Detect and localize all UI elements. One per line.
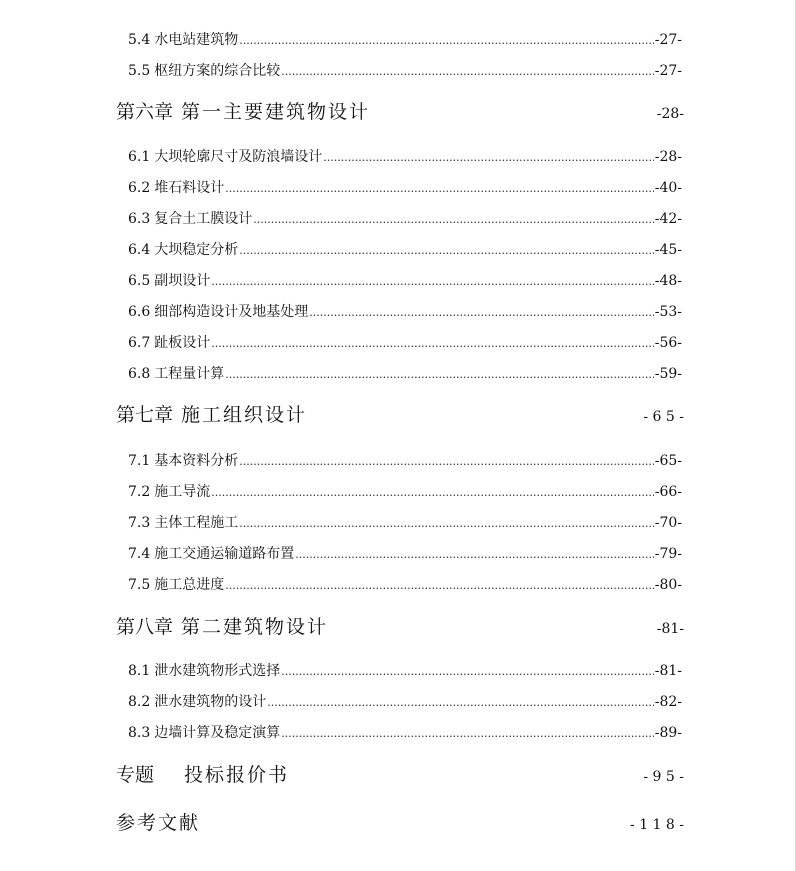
toc-entry-7-2[interactable] [128,482,682,502]
section-title: 趾板设计 [154,335,211,351]
section-number: 6.1 [128,149,151,165]
section-number: 8.3 [128,725,151,741]
section-title: 枢纽方案的综合比较 [154,63,281,79]
dot-leader [253,210,653,230]
toc-entry-6-3[interactable] [128,209,682,229]
chapter-title: 第二建筑物设计 [181,616,329,638]
dot-leader [225,365,653,385]
page-number: -56- [654,335,682,351]
page-number: -65- [654,453,682,469]
page-number: -42- [654,211,682,227]
section-number: 6.6 [128,304,151,320]
section-title: 泄水建筑物的设计 [154,694,267,710]
dot-leader [323,148,653,168]
section-title: 泄水建筑物形式选择 [154,663,281,679]
page-number: - 6 5 - [643,409,684,425]
chapter-label: 第六章 [116,101,174,123]
section-number: 6.5 [128,273,151,289]
page-number: -89- [654,725,682,741]
section-title: 工程量计算 [154,366,225,382]
dot-leader [309,303,653,323]
section-title: 大坝轮廓尺寸及防浪墙设计 [154,149,323,165]
chapter-label: 第八章 [116,616,174,638]
section-number: 6.7 [128,335,151,351]
chapter-label: 第七章 [116,404,174,426]
dot-leader [281,724,653,744]
section-number: 7.3 [128,515,151,531]
toc-entry-7-5[interactable] [128,575,682,595]
section-title: 施工总进度 [154,577,225,593]
page-number: -81- [656,621,684,637]
page-number: -28- [656,106,684,122]
section-number: 6.3 [128,211,151,227]
section-number: 5.5 [128,63,151,79]
section-title: 副坝设计 [154,273,211,289]
section-number: 7.5 [128,577,151,593]
toc-entry-6-4[interactable] [128,240,682,260]
section-title: 边墙计算及稳定演算 [154,725,281,741]
page-number: -45- [654,242,682,258]
dot-leader [239,514,653,534]
page-number: -27- [654,32,682,48]
page-number: -59- [654,366,682,382]
page-number: -80- [654,577,682,593]
toc-chapter-7[interactable] [116,402,684,428]
section-number: 5.4 [128,32,151,48]
section-title: 复合土工膜设计 [154,211,253,227]
page-number: - 1 1 8 - [630,817,684,833]
chapter-title: 施工组织设计 [181,404,308,426]
toc-entry-7-3[interactable] [128,513,682,533]
toc-entry-5-4[interactable] [128,30,682,50]
section-number: 7.2 [128,484,151,500]
references-title: 参考文献 [116,812,201,834]
section-number: 6.2 [128,180,151,196]
dot-leader [281,662,653,682]
section-number: 8.2 [128,694,151,710]
page-number: -40- [654,180,682,196]
section-title: 水电站建筑物 [154,32,239,48]
chapter-title: 第一主要建筑物设计 [181,101,371,123]
page-number: -28- [654,149,682,165]
page-number: -27- [654,63,682,79]
page-number: -66- [654,484,682,500]
special-label: 专题 [116,764,155,786]
dot-leader [239,452,653,472]
toc-entry-5-5[interactable] [128,61,682,81]
page-number: -70- [654,515,682,531]
toc-entry-8-1[interactable] [128,661,682,681]
dot-leader [267,693,653,713]
section-number: 6.4 [128,242,151,258]
dot-leader [239,241,653,261]
section-title: 细部构造设计及地基处理 [154,304,309,320]
dot-leader [225,576,653,596]
page-number: -53- [654,304,682,320]
section-title: 基本资料分析 [154,453,239,469]
dot-leader [211,272,653,292]
section-number: 7.4 [128,546,151,562]
toc-entry-8-3[interactable] [128,723,682,743]
toc-entry-7-1[interactable] [128,451,682,471]
section-number: 6.8 [128,366,151,382]
dot-leader [225,179,653,199]
toc-special-topic[interactable] [116,762,684,788]
dot-leader [211,334,653,354]
section-title: 施工导流 [154,484,211,500]
page-number: -81- [654,663,682,679]
section-title: 主体工程施工 [154,515,239,531]
toc-chapter-8[interactable] [116,614,684,640]
dot-leader [239,31,653,51]
dot-leader [211,483,653,503]
toc-entry-6-2[interactable] [128,178,682,198]
page-number: -82- [654,694,682,710]
page-number: -48- [654,273,682,289]
section-title: 施工交通运输道路布置 [154,546,295,562]
toc-entry-6-6[interactable] [128,302,682,322]
toc-entry-6-1[interactable] [128,147,682,167]
page-number: -79- [654,546,682,562]
toc-entry-8-2[interactable] [128,692,682,712]
special-title: 投标报价书 [184,764,290,786]
toc-entry-6-7[interactable] [128,333,682,353]
toc-entry-7-4[interactable] [128,544,682,564]
page-number: - 9 5 - [643,769,684,785]
toc-chapter-6[interactable] [116,99,684,125]
dot-leader [295,545,653,565]
toc-entry-6-8[interactable] [128,364,682,384]
dot-leader [281,62,653,82]
section-number: 7.1 [128,453,151,469]
toc-references[interactable] [116,810,684,836]
section-title: 堆石料设计 [154,180,225,196]
section-title: 大坝稳定分析 [154,242,239,258]
toc-entry-6-5[interactable] [128,271,682,291]
section-number: 8.1 [128,663,151,679]
